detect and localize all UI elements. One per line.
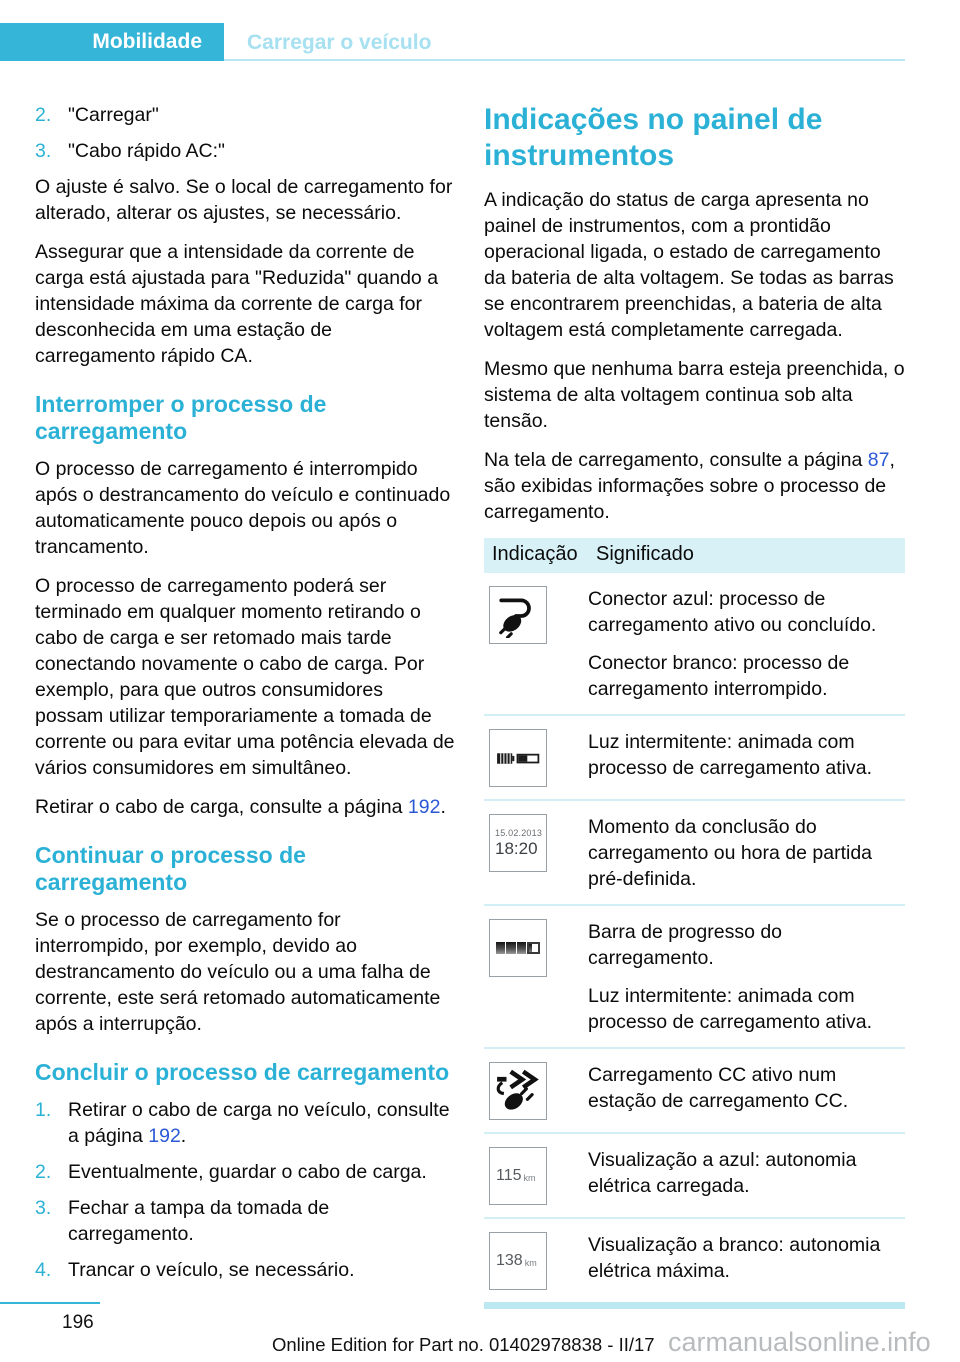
paragraph: Mesmo que nenhuma barra esteja preenchida, o sistema de alta voltagem continua sob alta tensão. bbox=[484, 358, 905, 432]
list-text: Trancar o veículo, se necessário. bbox=[68, 1259, 355, 1281]
paragraph-text: Retirar o cabo de carga, consulte a página bbox=[35, 796, 408, 818]
paragraph bbox=[35, 794, 456, 820]
section-heading: Continuar o processo de carregamento bbox=[35, 842, 306, 895]
page-link-192[interactable]: 192 bbox=[148, 1125, 181, 1147]
paragraph: Assegurar que a intensidade da corrente de carga está ajustada para "Reduzida" quando a intensidade máxima da corrente de carga for desconhecida em uma estação de carregamento rápido CA. bbox=[35, 241, 439, 367]
table-row bbox=[484, 799, 905, 904]
list-item bbox=[35, 1097, 456, 1149]
range-unit: km bbox=[523, 1173, 536, 1183]
cell-text: Luz intermitente: animada com processo de carregamento ativa. bbox=[588, 731, 872, 779]
steps-bottom bbox=[35, 1097, 456, 1283]
list-text: Eventualmente, guardar o cabo de carga. bbox=[68, 1161, 427, 1183]
footer-rule bbox=[0, 1302, 100, 1304]
paragraph-text: Retirar o cabo de carga no veículo, consulte a página bbox=[68, 1099, 450, 1147]
table-cell bbox=[588, 1062, 905, 1120]
list-item bbox=[35, 138, 456, 164]
paragraph: O ajuste é salvo. Se o local de carregamento for alterado, alterar os ajustes, se necessário. bbox=[35, 176, 453, 224]
list-text: Fechar a tampa da tomada de carregamento. bbox=[68, 1197, 330, 1245]
cell-text: Luz intermitente: animada com processo de carregamento ativa. bbox=[588, 985, 872, 1033]
left-column bbox=[35, 102, 456, 1309]
list-text bbox=[68, 1097, 456, 1149]
table-cell bbox=[588, 1232, 905, 1290]
section-heading: Interromper o processo de carregamento bbox=[35, 391, 327, 444]
table-cell bbox=[588, 1147, 905, 1205]
table-row bbox=[484, 1132, 905, 1217]
table-row bbox=[484, 573, 905, 714]
cell-text: Visualização a azul: autonomia elétrica carregada. bbox=[588, 1149, 857, 1197]
charging-plug-icon bbox=[489, 586, 547, 644]
section-heading: Concluir o processo de carregamento bbox=[35, 1059, 450, 1085]
page-link-192[interactable]: 192 bbox=[407, 796, 441, 818]
table-cell bbox=[588, 919, 905, 1035]
charge-finish-time-icon bbox=[489, 814, 547, 872]
chapter-tab bbox=[0, 23, 224, 61]
watermark-text: carmanualsonline.info bbox=[668, 1327, 931, 1357]
paragraph: A indicação do status de carga apresenta no painel de instrumentos, com a prontidão operacional ligada, o estado de carregamento da bateria de alta voltagem. Se todas as barras se encontrarem preenchidas, a bateria de alta voltagem está completamente carregada. bbox=[484, 189, 894, 341]
steps-top bbox=[35, 102, 456, 164]
icon-time-label: 18:20 bbox=[495, 839, 538, 858]
paragraph-text: , são exibidas informações sobre o processo de carregamento. bbox=[484, 449, 895, 523]
indicator-table bbox=[484, 538, 905, 1309]
page-title: Indicações no painel de instrumentos bbox=[484, 103, 823, 172]
column-header-significado: Significado bbox=[596, 543, 694, 565]
list-text: "Cabo rápido AC:" bbox=[68, 140, 225, 162]
electric-range-max-icon bbox=[489, 1232, 547, 1290]
page-number: 196 bbox=[62, 1312, 94, 1333]
list-item bbox=[35, 102, 456, 128]
paragraph: Se o processo de carregamento for interrompido, por exemplo, devido ao destrancamento do veículo ou a uma falha de corrente, este será retomado automaticamente após a interrupção. bbox=[35, 909, 441, 1035]
cell-text: Barra de progresso do carregamento. bbox=[588, 921, 783, 969]
cell-text: Conector branco: processo de carregamento interrompido. bbox=[588, 652, 850, 700]
range-unit: km bbox=[524, 1258, 537, 1268]
table-cell bbox=[588, 814, 905, 892]
paragraph-text: . bbox=[180, 1125, 187, 1147]
header-rule bbox=[224, 59, 905, 61]
list-item bbox=[35, 1159, 456, 1185]
cell-text: Visualização a branco: autonomia elétrica máxima. bbox=[588, 1234, 881, 1282]
list-number: 2. bbox=[35, 104, 52, 126]
range-value: 115 bbox=[496, 1167, 522, 1184]
paragraph: O processo de carregamento é interrompido após o destrancamento do veículo e continuado automaticamente pouco depois ou após o trancamento. bbox=[35, 458, 451, 558]
electric-range-charged-icon bbox=[489, 1147, 547, 1205]
content-columns bbox=[35, 102, 905, 1309]
charge-progress-bar-icon bbox=[489, 919, 547, 977]
list-number: 1. bbox=[35, 1099, 52, 1121]
list-number: 3. bbox=[35, 1197, 52, 1219]
list-number: 4. bbox=[35, 1259, 52, 1281]
list-number: 3. bbox=[35, 140, 52, 162]
table-row bbox=[484, 1217, 905, 1302]
edition-text: Online Edition for Part no. 01402978838 - II/17 bbox=[272, 1334, 655, 1355]
icon-date-label: 15.02.2013 bbox=[495, 828, 543, 838]
list-number: 2. bbox=[35, 1161, 52, 1183]
progress-bar-graphic bbox=[496, 942, 540, 954]
list-text: "Carregar" bbox=[68, 104, 159, 126]
list-item bbox=[35, 1257, 456, 1283]
paragraph-text: . bbox=[440, 796, 446, 818]
dc-fast-charging-icon bbox=[489, 1062, 547, 1120]
column-header-indicacao: Indicação bbox=[492, 543, 578, 565]
cell-text: Conector azul: processo de carregamento ativo ou concluído. bbox=[588, 588, 877, 636]
cell-text: Carregamento CC ativo num estação de carregamento CC. bbox=[588, 1064, 849, 1112]
range-value: 138 bbox=[496, 1252, 523, 1269]
table-cell bbox=[588, 729, 905, 787]
paragraph bbox=[484, 447, 905, 525]
table-header bbox=[484, 538, 905, 573]
battery-charging-bar-icon bbox=[489, 729, 547, 787]
paragraph-text: Na tela de carregamento, consulte a página bbox=[484, 449, 868, 471]
table-cell bbox=[588, 586, 905, 702]
table-row bbox=[484, 904, 905, 1047]
cell-text: Momento da conclusão do carregamento ou hora de partida pré-definida. bbox=[588, 816, 873, 890]
paragraph: O processo de carregamento poderá ser terminado em qualquer momento retirando o cabo de carga e ser retomado mais tarde conectando novamente o cabo de carga. Por exemplo, para que outros consumidores possam utilizar temporariamente a tomada de corrente ou para evitar uma potência elevada de vários consumidores em simultâneo. bbox=[35, 575, 455, 779]
page-link-87[interactable]: 87 bbox=[867, 449, 890, 471]
chapter-tab-label: Mobilidade bbox=[92, 30, 202, 53]
right-column bbox=[484, 102, 905, 1309]
table-row bbox=[484, 714, 905, 799]
table-row bbox=[484, 1047, 905, 1132]
breadcrumb: Carregar o veículo bbox=[247, 31, 432, 54]
list-item bbox=[35, 1195, 456, 1247]
table-bottom-bar bbox=[484, 1302, 905, 1309]
